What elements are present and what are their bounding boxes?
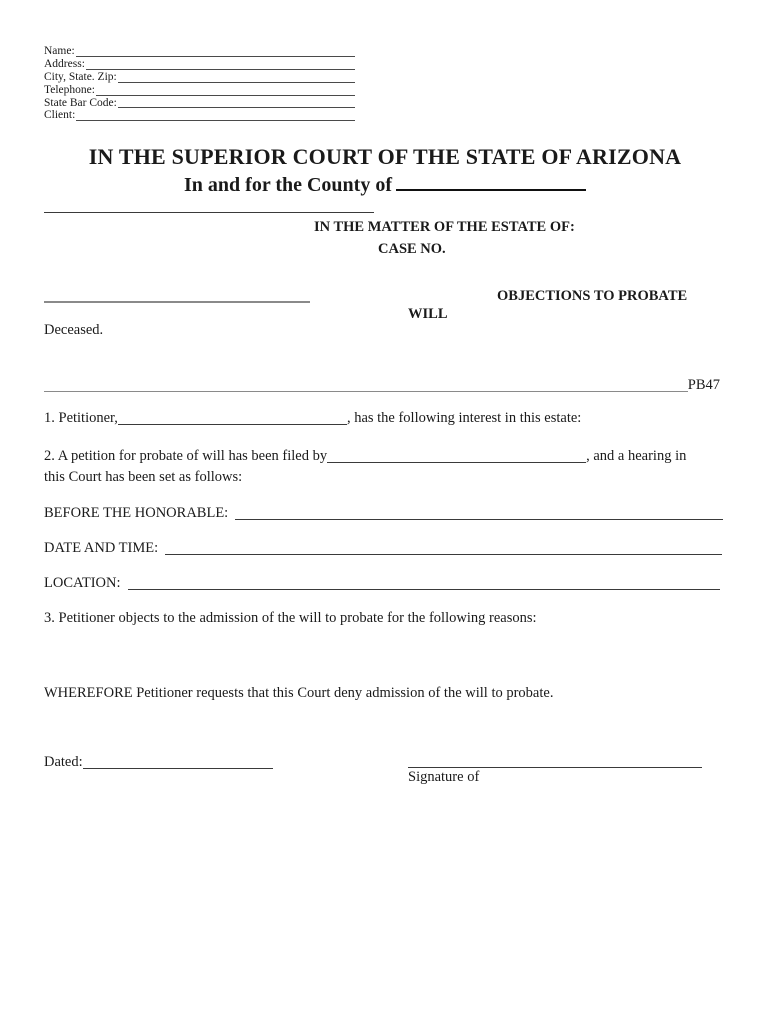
signature-caption: Signature of [408, 769, 480, 785]
location-label: LOCATION: [44, 575, 121, 591]
dated-label: Dated: [44, 754, 83, 770]
filed-by-input-line[interactable] [327, 446, 586, 463]
signature-block [408, 767, 702, 786]
address-input-line[interactable] [86, 58, 355, 70]
reasons-blank-area[interactable] [44, 632, 724, 680]
party-name-input-line[interactable] [44, 212, 374, 213]
item3-label: 3. Petitioner objects to the admission of the will to probate for the following reasons: [44, 610, 537, 626]
date-time-label: DATE AND TIME: [44, 540, 159, 556]
form-number-row [44, 377, 720, 394]
header-blank-line[interactable] [44, 377, 688, 392]
location-row [44, 575, 720, 592]
item2-continuation-label: this Court has been set as follows: [44, 468, 243, 485]
court-title: IN THE SUPERIOR COURT OF THE STATE OF ARIZONA [88, 144, 682, 169]
document-title-line2: WILL [408, 306, 448, 322]
county-subtitle [0, 171, 770, 197]
dated-row [44, 754, 273, 771]
item2-prefix-label: 2. A petition for probate of will has been filed by [44, 448, 328, 464]
attorney-field-row-client [44, 109, 355, 122]
state-bar-code-input-line[interactable] [118, 97, 355, 109]
signature-input-line[interactable] [408, 752, 702, 767]
attorney-field-row-state-bar-code [44, 97, 355, 110]
address-label: Address: [44, 57, 85, 70]
item1-suffix-label: , has the following interest in this estate: [346, 410, 582, 426]
item2-suffix-label: , and a hearing in [586, 448, 687, 464]
estate-heading: IN THE MATTER OF THE ESTATE OF: [314, 219, 575, 235]
item2-block [44, 446, 728, 487]
form-number-label: PB47 [687, 377, 720, 393]
name-label: Name: [44, 45, 75, 57]
decedent-name-input-line[interactable] [44, 301, 310, 303]
deceased-label: Deceased. [44, 322, 104, 338]
telephone-input-line[interactable] [96, 84, 355, 96]
city-state-zip-input-line[interactable] [118, 71, 355, 83]
dated-input-line[interactable] [83, 754, 273, 769]
county-prefix-label: In and for the County of [184, 174, 392, 196]
attorney-field-row-city-state-zip [44, 71, 355, 84]
city-state-zip-label: City, State. Zip: [44, 70, 117, 83]
honorable-row [44, 505, 723, 522]
wherefore-label: WHEREFORE Petitioner requests that this Court deny admission of the will to probate. [44, 685, 554, 701]
attorney-field-row-name [44, 45, 355, 58]
item2-row [44, 446, 728, 467]
location-input-line[interactable] [128, 575, 720, 590]
date-time-row [44, 540, 722, 557]
item1-row [44, 410, 724, 427]
telephone-label: Telephone: [44, 83, 95, 96]
case-no-label: CASE NO. [378, 241, 446, 257]
name-input-line[interactable] [76, 45, 355, 57]
attorney-info-block [44, 45, 355, 122]
state-bar-code-label: State Bar Code: [44, 96, 117, 109]
attorney-field-row-telephone [44, 84, 355, 97]
honorable-input-line[interactable] [235, 505, 723, 520]
document-title-line1: OBJECTIONS TO PROBATE [497, 288, 688, 304]
attorney-field-row-address [44, 58, 355, 71]
date-time-input-line[interactable] [165, 540, 722, 555]
petitioner-name-input-line[interactable] [118, 410, 347, 425]
honorable-label: BEFORE THE HONORABLE: [44, 505, 229, 521]
county-input-line[interactable] [396, 171, 586, 191]
item1-prefix-label: 1. Petitioner, [44, 410, 118, 426]
client-input-line[interactable] [76, 109, 355, 121]
client-label: Client: [44, 109, 76, 122]
